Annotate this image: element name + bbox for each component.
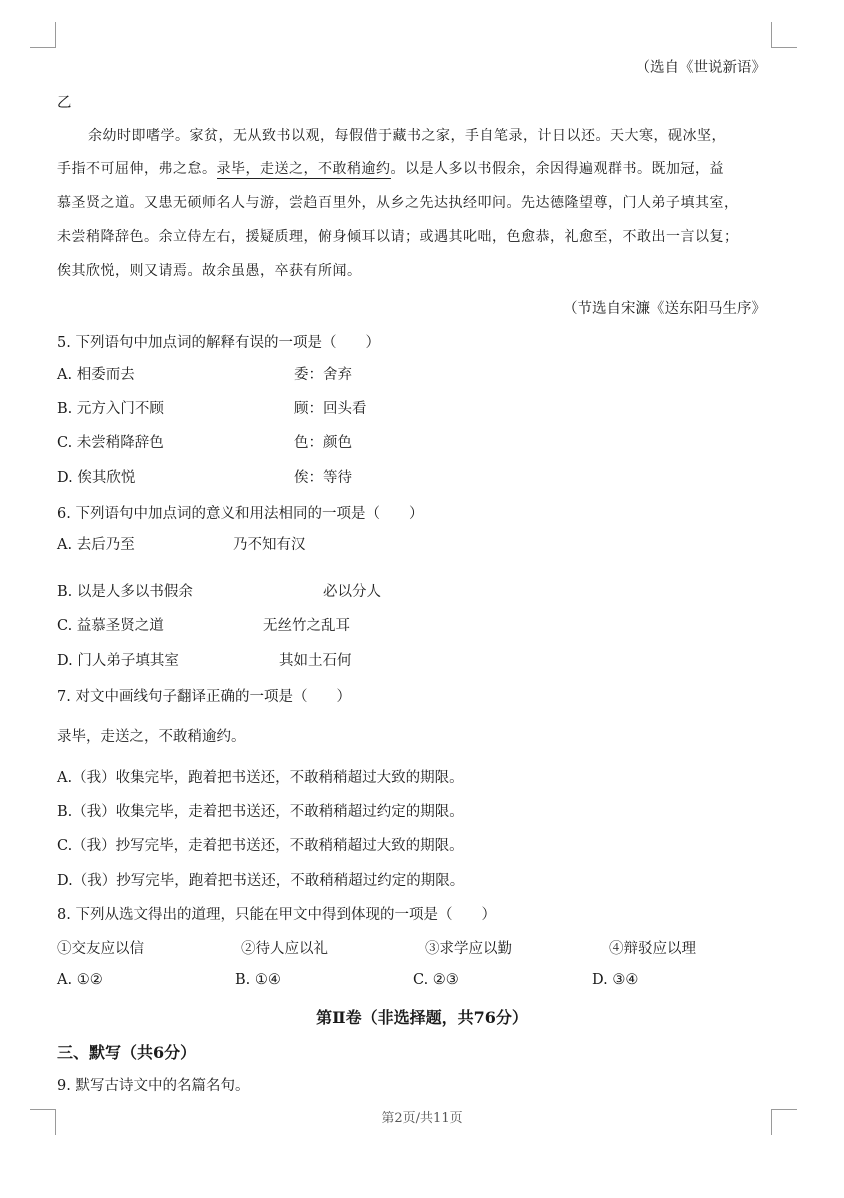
q8-item-1: ①交友应以信 — [57, 941, 144, 957]
q5-gloss-c: 色：颜色 — [294, 435, 352, 451]
q5-gloss-b: 顾：回头看 — [294, 401, 367, 417]
q7-option-c: C.（我）抄写完毕，走着把书送还，不敢稍稍超过大致的期限。 — [57, 838, 464, 854]
q6-compare-a: 乃不知有汉 — [233, 537, 306, 553]
option-text: 益慕圣贤之道 — [76, 618, 164, 634]
crop-mark-top-right-h — [771, 47, 797, 48]
option-label: D. — [57, 653, 73, 669]
q6-compare-b: 必以分人 — [323, 584, 381, 600]
q6-compare-c: 无丝竹之乱耳 — [263, 618, 350, 634]
q8-option-a: A. ①② — [57, 972, 103, 988]
q6-stem: 6. 下列语句中加点词的意义和用法相同的一项是（ ） — [57, 506, 424, 522]
q5-option-c — [57, 431, 164, 452]
passage-line-1 — [88, 125, 726, 145]
q6-option-b — [57, 580, 193, 601]
section-yi-label: 乙 — [57, 95, 72, 111]
option-text: 俟其欣悦 — [77, 470, 136, 486]
part2-title: 第Ⅱ卷（非选择题，共76分） — [316, 1008, 528, 1027]
passage-line-3: 慕圣贤之道。又患无硕师名人与游，尝趋百里外，从乡之先达执经叩问。先达德隆望尊，门人弟子填其室， — [57, 195, 739, 211]
passage-line-5: 俟其欣悦，则又请焉。故余虽愚，卒获有所闻。 — [57, 263, 362, 279]
passage-line-2 — [57, 158, 724, 178]
option-text: 元方入门不顾 — [76, 401, 164, 417]
q8-option-d: D. ③④ — [592, 972, 639, 988]
q6-compare-d: 其如土石何 — [279, 653, 352, 669]
q7-option-d: D.（我）抄写完毕，跑着把书送还，不敢稍稍超过约定的期限。 — [57, 873, 465, 889]
underlined-sentence: 录毕，走送之，不敢稍逾约 — [216, 161, 391, 177]
q6-option-d — [57, 649, 179, 670]
passage-line-2-b: 。以是人多以书假余，余因得遍观群书。既加冠，益 — [390, 161, 724, 177]
q7-sentence: 录毕，走送之，不敢稍逾约。 — [57, 729, 246, 745]
crop-mark-top-left-v — [55, 22, 56, 48]
q7-stem: 7. 对文中画线句子翻译正确的一项是（ ） — [57, 689, 351, 705]
q8-item-4: ④辩驳应以理 — [609, 941, 696, 957]
source-jia: （选自《世说新语》 — [635, 60, 766, 76]
passage-line-1-text: 余幼时即嗜学。家贫，无从致书以观，每假借于藏书之家，手自笔录，计日以还。天大寒，砚冰坚， — [88, 128, 726, 144]
option-label: B. — [57, 401, 73, 417]
option-text: 以是人多以书假余 — [76, 584, 193, 600]
crop-mark-top-right-v — [771, 22, 772, 48]
q8-item-2: ②待人应以礼 — [241, 941, 328, 957]
source-yi: （节选自宋濂《送东阳马生序》 — [563, 301, 766, 317]
passage-line-4: 未尝稍降辞色。余立侍左右，援疑质理，俯身倾耳以请；或遇其叱咄，色愈恭，礼愈至，不敢出一言以复； — [57, 229, 739, 245]
option-label: B. — [57, 584, 73, 600]
q8-option-b: B. ①④ — [235, 972, 281, 988]
q8-stem: 8. 下列从选文得出的道理，只能在甲文中得到体现的一项是（ ） — [57, 907, 496, 923]
q6-option-c — [57, 614, 164, 635]
q8-option-c: C. ②③ — [413, 972, 459, 988]
q5-option-a — [57, 363, 135, 384]
q5-stem: 5. 下列语句中加点词的解释有误的一项是（ ） — [57, 335, 380, 351]
option-text: 门人弟子填其室 — [77, 653, 179, 669]
q5-gloss-d: 俟：等待 — [294, 470, 352, 486]
option-label: C. — [57, 618, 73, 634]
q5-option-d — [57, 466, 135, 487]
option-text: 相委而去 — [76, 367, 135, 383]
option-label: A. — [57, 537, 73, 553]
crop-mark-top-left-h — [30, 47, 56, 48]
option-label: D. — [57, 470, 73, 486]
q7-option-a: A.（我）收集完毕，跑着把书送还，不敢稍稍超过大致的期限。 — [57, 770, 464, 786]
q5-option-b — [57, 397, 164, 418]
option-text: 未尝稍降辞色 — [76, 435, 164, 451]
option-text: 去后乃至 — [76, 537, 135, 553]
q9-stem: 9. 默写古诗文中的名篇名句。 — [57, 1078, 250, 1094]
option-label: C. — [57, 435, 73, 451]
q5-gloss-a: 委：舍弃 — [294, 367, 352, 383]
q6-option-a — [57, 533, 135, 554]
q7-option-b: B.（我）收集完毕，走着把书送还，不敢稍稍超过约定的期限。 — [57, 804, 464, 820]
option-label: A. — [57, 367, 73, 383]
section3-title: 三、默写（共6分） — [57, 1043, 197, 1062]
q8-item-3: ③求学应以勤 — [425, 941, 512, 957]
passage-line-2-a: 手指不可屈伸，弗之怠。 — [57, 161, 217, 177]
page-footer: 第2页/共11页 — [381, 1111, 463, 1126]
